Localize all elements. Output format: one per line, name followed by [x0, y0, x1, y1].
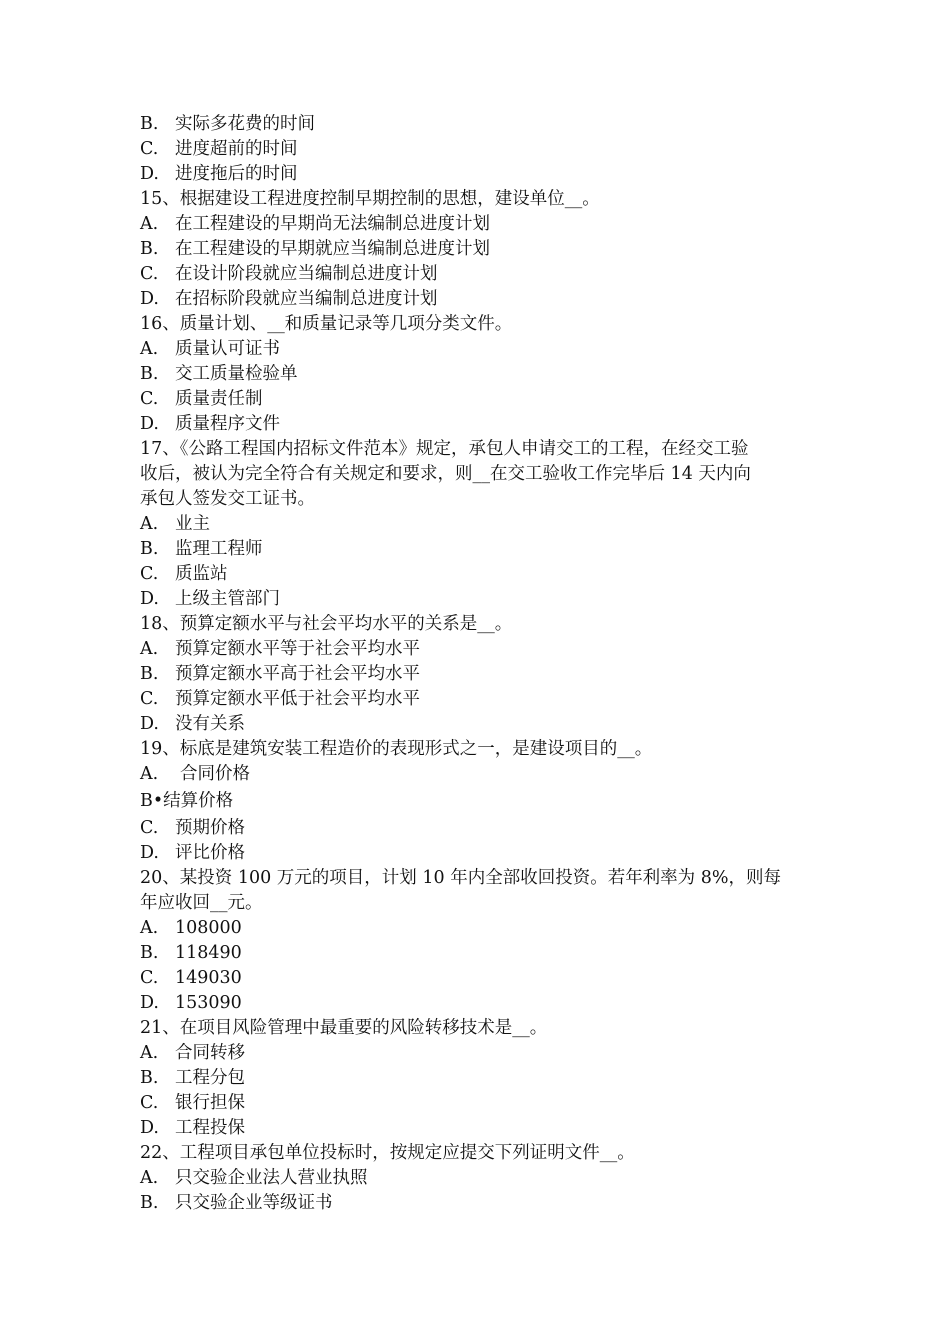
option-line — [140, 712, 820, 737]
question-line — [140, 1016, 820, 1041]
question-text: 18、预算定额水平与社会平均水平的关系是__。 — [140, 614, 513, 634]
option-line — [140, 1041, 820, 1066]
option-line — [140, 662, 820, 687]
question-line — [140, 891, 820, 916]
option-text: 在招标阶段就应当编制总进度计划 — [175, 289, 438, 309]
option-line — [140, 262, 820, 287]
option-letter: B. — [140, 1193, 159, 1213]
question-text: 15、根据建设工程进度控制早期控制的思想，建设单位__。 — [140, 189, 600, 209]
question-text: 16、质量计划、__和质量记录等几项分类文件。 — [140, 314, 513, 334]
option-letter: A. — [140, 1168, 159, 1188]
option-text: 实际多花费的时间 — [175, 114, 315, 134]
option-letter: A. — [140, 339, 159, 359]
question-line — [140, 437, 820, 462]
option-letter: A. — [140, 514, 159, 534]
option-letter: D. — [140, 589, 159, 609]
option-line — [140, 412, 820, 437]
option-text: 银行担保 — [175, 1093, 245, 1113]
option-text: 118490 — [175, 943, 242, 963]
question-text: 22、工程项目承包单位投标时，按规定应提交下列证明文件__。 — [140, 1143, 635, 1163]
option-line — [140, 212, 820, 237]
option-text: 进度拖后的时间 — [175, 164, 298, 184]
option-letter: A. — [140, 1043, 159, 1063]
option-text: 合同转移 — [175, 1043, 245, 1063]
option-line — [140, 816, 820, 841]
question-text: 19、标底是建筑安装工程造价的表现形式之一，是建设项目的__。 — [140, 739, 653, 759]
option-text: 只交验企业等级证书 — [175, 1193, 333, 1213]
option-line — [140, 916, 820, 941]
option-line — [140, 137, 820, 162]
option-text: 质量认可证书 — [175, 339, 280, 359]
option-line — [140, 362, 820, 387]
option-text: 交工质量检验单 — [175, 364, 298, 384]
option-letter: A. — [140, 214, 159, 234]
question-text: 年应收回__元。 — [140, 893, 263, 913]
option-letter: A. — [140, 918, 159, 938]
option-text: 没有关系 — [175, 714, 245, 734]
question-line — [140, 462, 820, 487]
option-letter: C. — [140, 1093, 159, 1113]
option-text: 质量责任制 — [175, 389, 263, 409]
option-line — [140, 1191, 820, 1216]
option-text: 工程分包 — [175, 1068, 245, 1088]
question-line — [140, 187, 820, 212]
option-text: 只交验企业法人营业执照 — [175, 1168, 368, 1188]
option-letter: B. — [140, 943, 159, 963]
option-letter: C. — [140, 968, 159, 988]
option-letter: B. — [140, 114, 159, 134]
question-line — [140, 312, 820, 337]
option-line — [140, 1091, 820, 1116]
option-text: 在工程建设的早期就应当编制总进度计划 — [175, 239, 490, 259]
option-letter: B. — [140, 364, 159, 384]
option-letter: D. — [140, 843, 159, 863]
option-line — [140, 991, 820, 1016]
option-text: 在设计阶段就应当编制总进度计划 — [175, 264, 438, 284]
option-line — [140, 562, 820, 587]
option-letter: A. — [140, 639, 159, 659]
question-text: 收后，被认为完全符合有关规定和要求，则__在交工验收工作完毕后 14 天内向 — [140, 464, 751, 484]
option-letter: C. — [140, 818, 159, 838]
option-letter: B. — [140, 664, 159, 684]
option-line — [140, 1066, 820, 1091]
option-text: 合同价格 — [180, 764, 250, 784]
option-letter: C. — [140, 389, 159, 409]
option-text: 监理工程师 — [175, 539, 263, 559]
document-body — [140, 112, 820, 1216]
option-line — [140, 841, 820, 866]
option-letter: C. — [140, 264, 159, 284]
option-text: B•结算价格 — [140, 791, 234, 811]
option-letter: D. — [140, 289, 159, 309]
option-text: 在工程建设的早期尚无法编制总进度计划 — [175, 214, 490, 234]
option-letter: B. — [140, 1068, 159, 1088]
option-letter: C. — [140, 689, 159, 709]
option-line — [140, 1116, 820, 1141]
option-text: 108000 — [175, 918, 242, 938]
option-line — [140, 337, 820, 362]
option-text: 进度超前的时间 — [175, 139, 298, 159]
option-letter: C. — [140, 564, 159, 584]
option-text: 预期价格 — [175, 818, 245, 838]
option-line — [140, 941, 820, 966]
question-line — [140, 612, 820, 637]
option-text: 业主 — [175, 514, 210, 534]
option-line — [140, 587, 820, 612]
option-line — [140, 237, 820, 262]
option-text: 预算定额水平低于社会平均水平 — [175, 689, 420, 709]
option-letter: C. — [140, 139, 159, 159]
option-letter: D. — [140, 414, 159, 434]
option-letter: D. — [140, 164, 159, 184]
option-line — [140, 162, 820, 187]
option-line — [140, 966, 820, 991]
option-text: 上级主管部门 — [175, 589, 280, 609]
option-line — [140, 112, 820, 137]
option-text: 质监站 — [175, 564, 228, 584]
option-line — [140, 687, 820, 712]
option-letter: D. — [140, 1118, 159, 1138]
option-line — [140, 537, 820, 562]
option-line — [140, 787, 820, 816]
option-letter: D. — [140, 714, 159, 734]
option-line — [140, 1166, 820, 1191]
question-line — [140, 1141, 820, 1166]
question-line — [140, 737, 820, 762]
option-line — [140, 512, 820, 537]
option-text: 149030 — [175, 968, 242, 988]
option-letter: B. — [140, 539, 159, 559]
option-line — [140, 287, 820, 312]
question-text: 20、某投资 100 万元的项目，计划 10 年内全部收回投资。若年利率为 8%，则每 — [140, 868, 782, 888]
option-text: 预算定额水平等于社会平均水平 — [175, 639, 420, 659]
option-letter: B. — [140, 239, 159, 259]
question-text: 17、《公路工程国内招标文件范本》规定，承包人申请交工的工程，在经交工验 — [140, 439, 749, 459]
question-line — [140, 866, 820, 891]
question-line — [140, 487, 820, 512]
option-letter: D. — [140, 993, 159, 1013]
option-line — [140, 387, 820, 412]
option-text: 153090 — [175, 993, 242, 1013]
option-text: 质量程序文件 — [175, 414, 280, 434]
option-line — [140, 762, 820, 787]
option-line — [140, 637, 820, 662]
option-letter: A. — [140, 764, 159, 784]
option-text: 工程投保 — [175, 1118, 245, 1138]
question-text: 21、在项目风险管理中最重要的风险转移技术是__。 — [140, 1018, 548, 1038]
question-text: 承包人签发交工证书。 — [140, 489, 315, 509]
option-text: 预算定额水平高于社会平均水平 — [175, 664, 420, 684]
option-text: 评比价格 — [175, 843, 245, 863]
